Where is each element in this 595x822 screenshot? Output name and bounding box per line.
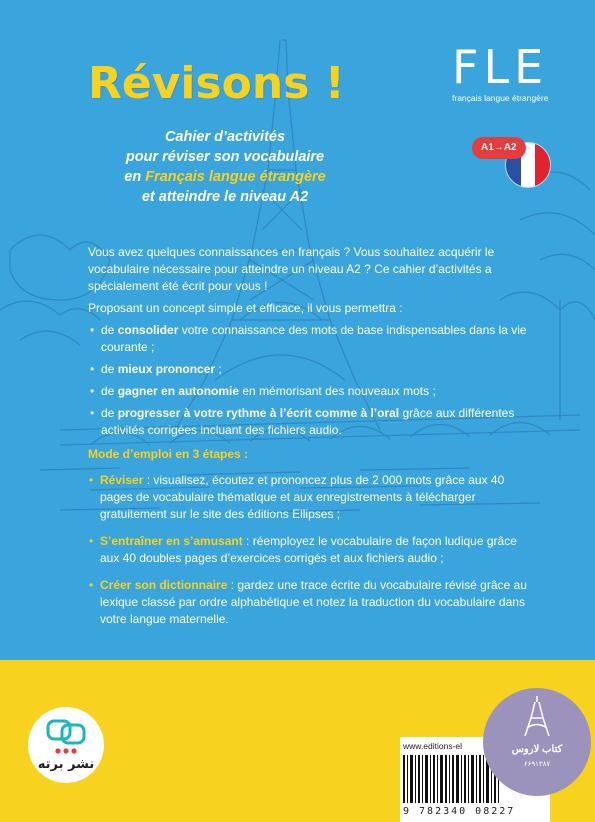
book-title: Révisons ! [88,58,345,109]
subtitle-line [60,167,390,187]
subtitle-text: en [124,169,146,185]
item-text: de [101,362,118,376]
intro-paragraph: Vous avez quelques connaissances en français ? Vous souhaitez acquérir le vocabulaire nécessaire pour atteindre un niveau A2 ? Ce cahier d’activités a spécialement été écrit pour vous ! [88,245,495,293]
list-item [88,533,528,567]
intro-paragraph: Proposant un concept simple et efficace, il vous permettra : [88,301,403,315]
bullet-icon: • [90,362,95,376]
bullet-icon: • [90,406,95,420]
item-text: ; [215,362,222,376]
step-key: S’entraîner en s’amusant [100,534,243,548]
subtitle-line: pour réviser son vocabulaire [125,149,325,165]
level-badge: A1→A2 [472,137,526,159]
item-bold: mieux prononcer [117,362,216,376]
item-text: de [101,323,118,337]
list-item [88,405,528,439]
item-text: grâce aux différentes activités corrigées incluant des fichiers audio. [101,406,515,437]
step-key: Créer son dictionnaire [100,578,228,592]
stamp-number: ۶۶۹۱۳۸۷ [523,761,551,768]
publisher-logo [28,707,104,783]
bookstore-stamp [483,688,591,796]
steps-list [88,472,528,638]
list-item [88,383,528,400]
publisher-website: www.editions-el [403,741,463,751]
item-text: de [101,384,118,398]
series-name: FLE [452,40,549,94]
isbn-number: 9 782340 08227 [403,806,516,817]
bullet-icon: • [89,473,94,487]
stamp-label: کتاب لاروس [511,744,563,755]
item-bold: consolider [117,323,179,337]
item-bold: gagner en autonomie [117,384,240,398]
step-key: Réviser [100,473,144,487]
step-text: : visualisez, écoutez et prononcez plus de 2 000 mots grâce aux 40 pages de vocabulaire thématique et aux enregistrements à télécharger gratuitement sur le site des éditions Ellipses ; [100,473,505,521]
bullet-icon: • [89,578,94,592]
bullet-icon: • [90,384,95,398]
bullet-icon: • [90,323,95,337]
subtitle-line: Cahier d’activités [164,129,286,145]
series-mark [452,42,562,104]
list-item [88,472,528,523]
list-item [88,361,528,378]
speech-bubbles-icon [28,707,104,757]
item-text: votre connaissance des mots de base indispensables dans la vie courante ; [101,323,527,354]
subtitle-highlight: Français langue étrangère [145,169,326,185]
publisher-name: نشر برته [37,757,95,772]
list-item [88,322,528,356]
subtitle-line: et atteindre le niveau A2 [141,189,309,205]
list-item [88,577,528,628]
mode-heading: Mode d’emploi en 3 étapes : [88,447,249,461]
item-bold: progresser à votre rythme à l’écrit comme à l’oral [117,406,400,420]
item-text: en mémorisant des nouveaux mots ; [239,384,436,398]
step-text: : gardez une trace écrite du vocabulaire révisé grâce au lexique classé par ordre alphabétique et notez la traduction du vocabulaire dans votre langue maternelle. [100,578,527,626]
bullet-icon: • [89,534,94,548]
item-text: de [101,406,118,420]
intro-text [88,244,528,444]
eiffel-tower-icon [483,688,591,744]
step-text: : réemployez le vocabulaire de façon ludique grâce aux 40 doubles pages d’exercices corrigés et aux fichiers audio ; [100,534,517,565]
series-subtitle: français langue étrangère [452,93,549,103]
book-subtitle [60,127,390,207]
benefits-list [88,322,528,439]
